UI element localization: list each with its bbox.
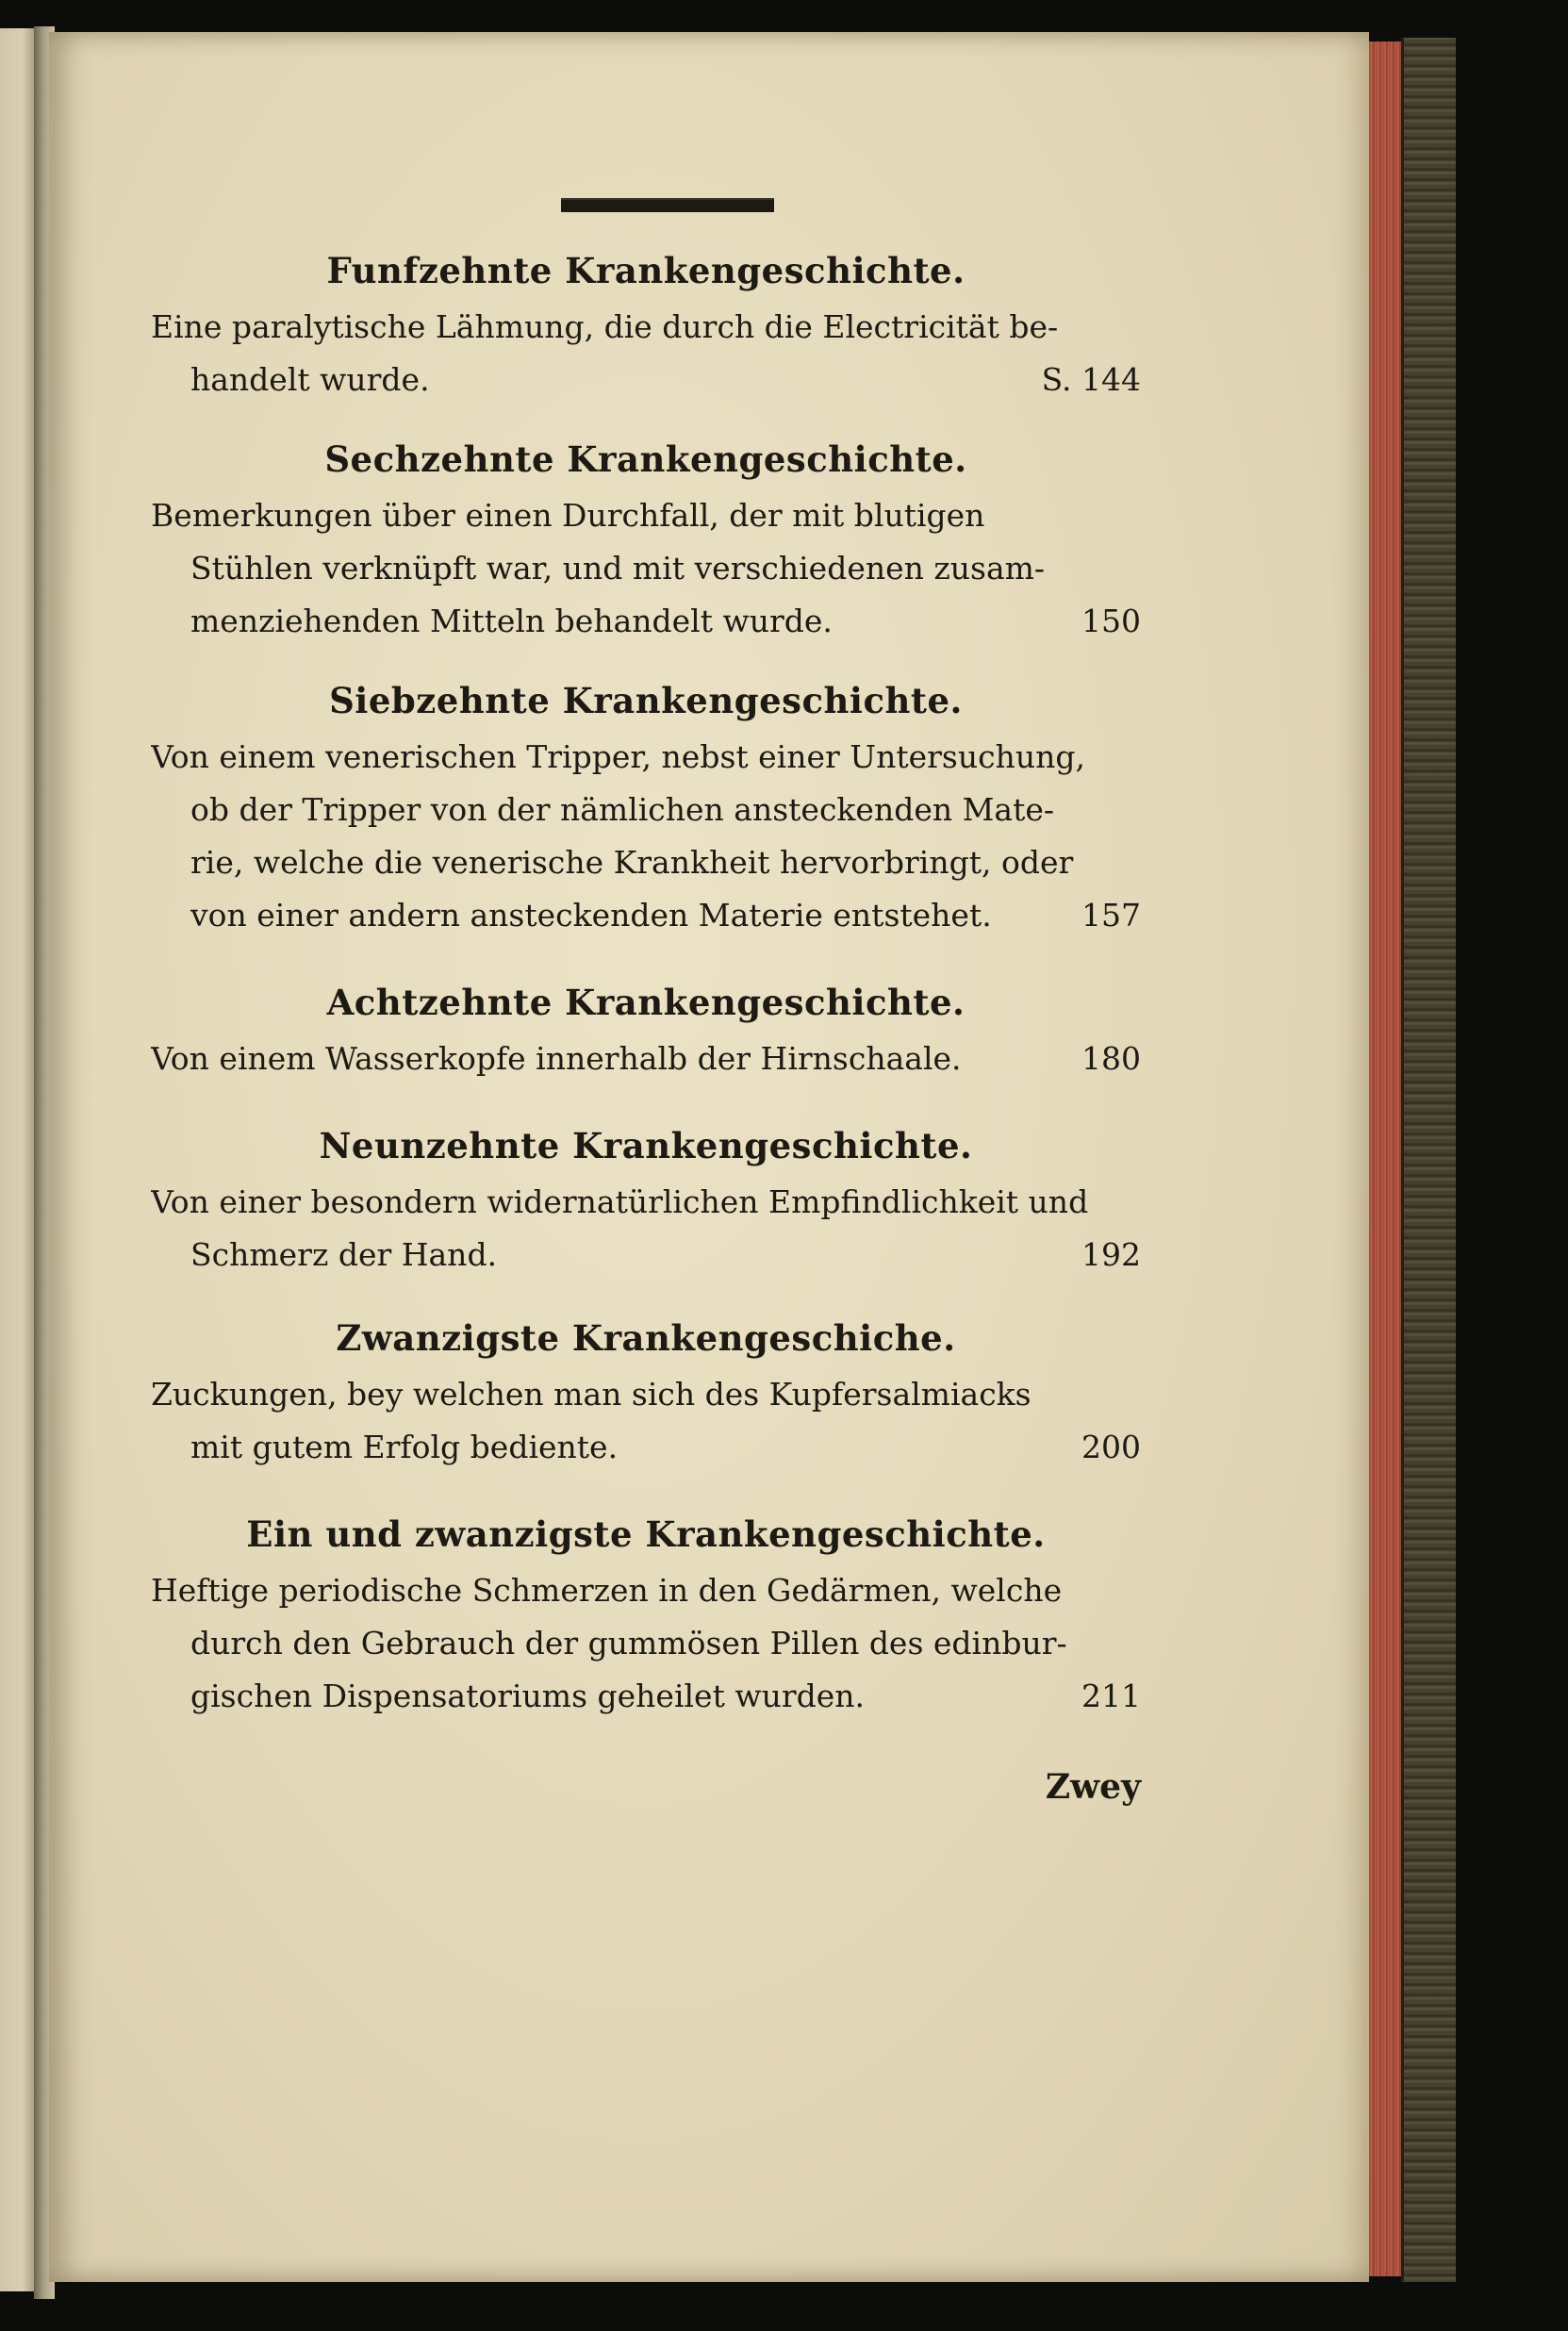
entry-line: Stühlen verknüpft war, und mit verschiedenen zusam- bbox=[190, 550, 1046, 587]
entry-line: Zuckungen, bey welchen man sich des Kupfersalmiacks bbox=[151, 1376, 1032, 1413]
entry-line: Bemerkungen über einen Durchfall, der mit blutigen bbox=[151, 497, 985, 534]
page-number: 157 bbox=[1081, 897, 1141, 934]
toc-section bbox=[151, 437, 1141, 648]
entry-line-last bbox=[151, 1229, 1141, 1281]
section-entry bbox=[151, 1176, 1141, 1281]
page-number: 150 bbox=[1081, 603, 1141, 639]
entry-line-last bbox=[151, 1670, 1141, 1723]
section-entry bbox=[151, 1033, 1141, 1085]
section-entry bbox=[151, 1368, 1141, 1474]
entry-line-text: gischen Dispensatoriums geheilet wurden. bbox=[190, 1678, 866, 1714]
entry-line: Heftige periodische Schmerzen in den Gedärmen, welche bbox=[151, 1572, 1063, 1609]
page-number: 200 bbox=[1081, 1429, 1141, 1465]
section-heading: Sechzehnte Krankengeschichte. bbox=[324, 438, 967, 480]
entry-line-text: von einer andern ansteckenden Materie entstehet. bbox=[190, 897, 992, 934]
section-heading: Funfzehnte Krankengeschichte. bbox=[326, 250, 966, 291]
entry-line-last bbox=[151, 354, 1141, 406]
entry-line-text: mit gutem Erfolg bediente. bbox=[190, 1429, 619, 1465]
facing-page-edge bbox=[0, 28, 38, 2291]
entry-line: rie, welche die venerische Krankheit hervorbringt, oder bbox=[190, 844, 1074, 881]
entry-line-text: Schmerz der Hand. bbox=[190, 1236, 498, 1273]
header-rule bbox=[561, 198, 774, 212]
toc-section bbox=[151, 678, 1141, 942]
entry-line: ob der Tripper von der nämlichen ansteckenden Mate- bbox=[190, 791, 1055, 828]
section-entry bbox=[151, 301, 1141, 406]
section-entry bbox=[151, 731, 1141, 942]
entry-line-last bbox=[151, 889, 1141, 942]
section-heading: Zwanzigste Krankengeschiche. bbox=[336, 1317, 956, 1359]
page-number: 211 bbox=[1081, 1678, 1141, 1714]
section-heading: Achtzehnte Krankengeschichte. bbox=[326, 982, 966, 1023]
entry-line: Eine paralytische Lähmung, die durch die Electricität be- bbox=[151, 308, 1059, 345]
entry-line: Von einer besondern widernatürlichen Empfindlichkeit und bbox=[151, 1183, 1089, 1220]
toc-section bbox=[151, 1315, 1141, 1474]
entry-line-text: handelt wurde. bbox=[190, 361, 430, 398]
catchword: Zwey bbox=[1045, 1767, 1141, 1807]
page-edges bbox=[1369, 41, 1401, 2276]
section-entry bbox=[151, 1564, 1141, 1723]
toc-section bbox=[151, 1512, 1141, 1723]
entry-line-text: menziehenden Mitteln behandelt wurde. bbox=[190, 603, 833, 639]
page-number: 180 bbox=[1081, 1040, 1141, 1077]
entry-line-text: Von einem Wasserkopfe innerhalb der Hirnschaale. bbox=[151, 1040, 962, 1077]
toc-section bbox=[151, 248, 1141, 406]
section-heading: Ein und zwanzigste Krankengeschichte. bbox=[246, 1513, 1046, 1555]
entry-line-last bbox=[151, 1033, 1141, 1085]
section-heading: Neunzehnte Krankengeschichte. bbox=[319, 1125, 973, 1166]
table-of-contents bbox=[151, 170, 1141, 1813]
page-number: 192 bbox=[1081, 1236, 1141, 1273]
section-entry bbox=[151, 489, 1141, 648]
entry-line: durch den Gebrauch der gummösen Pillen des edinbur- bbox=[190, 1625, 1067, 1661]
book-cover-edge bbox=[1401, 38, 1456, 2282]
page-number: S. 144 bbox=[1041, 361, 1141, 398]
entry-line: Von einem venerischen Tripper, nebst einer Untersuchung, bbox=[151, 738, 1085, 775]
toc-section bbox=[151, 1123, 1141, 1281]
section-heading: Siebzehnte Krankengeschichte. bbox=[329, 680, 963, 721]
entry-line-last bbox=[151, 1421, 1141, 1474]
toc-section bbox=[151, 980, 1141, 1085]
entry-line-last bbox=[151, 595, 1141, 648]
